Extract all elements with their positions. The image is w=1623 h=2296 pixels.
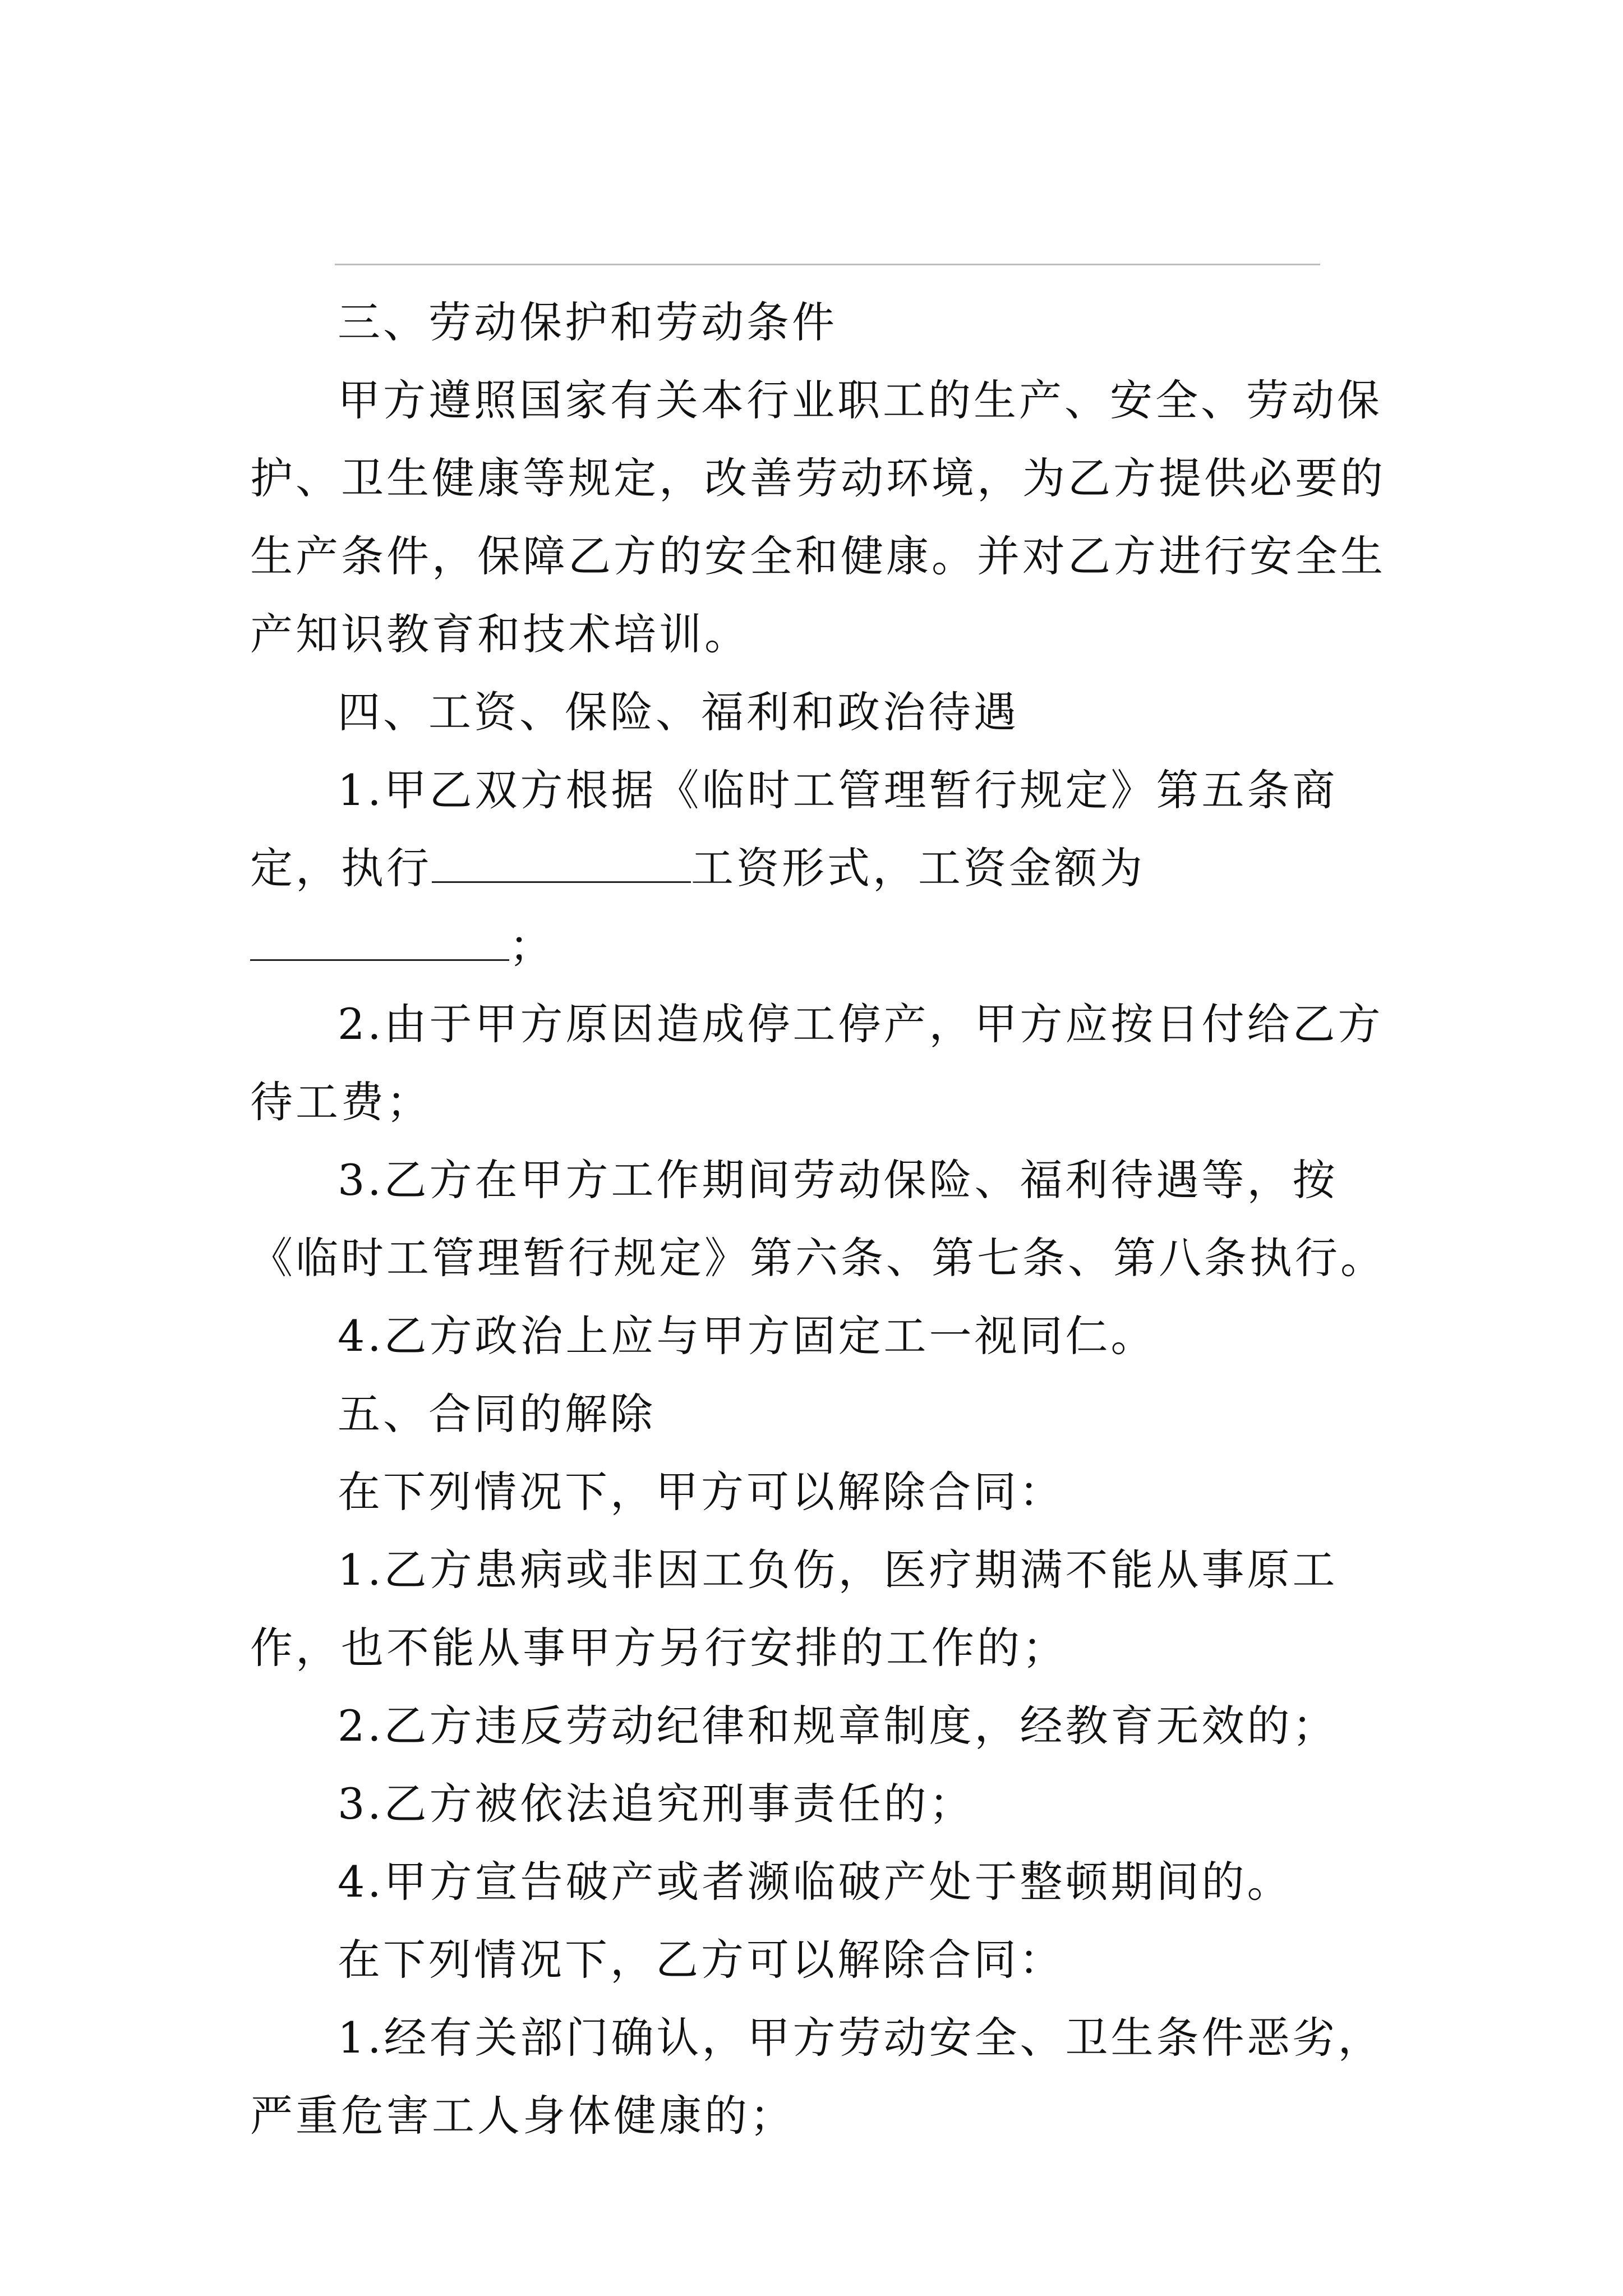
party-a-termination-item-3: 3.乙方被依法追究刑事责任的； xyxy=(338,1779,975,1829)
section-4-item-1-text-b: 工资形式，工资金额为 xyxy=(691,843,1145,893)
party-a-termination-item-1: 1.乙方患病或非因工负伤，医疗期满不能从事原工作，也不能从事甲方另行安排的工作的； xyxy=(250,1545,1338,1673)
section-3-heading: 三、劳动保护和劳动条件 xyxy=(338,297,837,347)
party-b-termination-intro: 在下列情况下，乙方可以解除合同： xyxy=(338,1935,1064,1985)
wage-amount-blank xyxy=(250,924,509,961)
party-a-termination-item-4: 4.甲方宣告破产或者濒临破产处于整顿期间的。 xyxy=(338,1857,1293,1907)
wage-form-blank xyxy=(432,846,691,883)
header-divider xyxy=(335,264,1320,265)
section-4-heading: 四、工资、保险、福利和政治待遇 xyxy=(338,687,1019,737)
section-5-heading: 五、合同的解除 xyxy=(338,1389,656,1439)
section-3-paragraph: 甲方遵照国家有关本行业职工的生产、安全、劳动保护、卫生健康等规定，改善劳动环境，为乙方提供必要的生产条件，保障乙方的安全和健康。并对乙方进行安全生产知识教育和技术培训。 xyxy=(250,375,1386,659)
section-4-item-1-text-c: ； xyxy=(509,921,555,971)
party-a-termination-item-2: 2.乙方违反劳动纪律和规章制度，经教育无效的； xyxy=(338,1701,1338,1751)
section-4-item-3: 3.乙方在甲方工作期间劳动保险、福利待遇等，按《临时工管理暂行规定》第六条、第七条、第八条执行。 xyxy=(250,1155,1386,1283)
section-4-item-1-text-a: 1.甲乙双方根据《临时工管理暂行规定》第五条商定，执行 xyxy=(250,765,1338,893)
party-a-termination-intro: 在下列情况下，甲方可以解除合同： xyxy=(338,1467,1064,1517)
section-4-item-4: 4.乙方政治上应与甲方固定工一视同仁。 xyxy=(338,1311,1156,1361)
document-body xyxy=(250,283,1394,2155)
party-b-termination-item-1: 1.经有关部门确认，甲方劳动安全、卫生条件恶劣，严重危害工人身体健康的； xyxy=(250,2013,1384,2141)
section-4-item-1 xyxy=(250,751,1394,985)
section-4-item-2: 2.由于甲方原因造成停工停产，甲方应按日付给乙方待工费； xyxy=(250,999,1384,1127)
